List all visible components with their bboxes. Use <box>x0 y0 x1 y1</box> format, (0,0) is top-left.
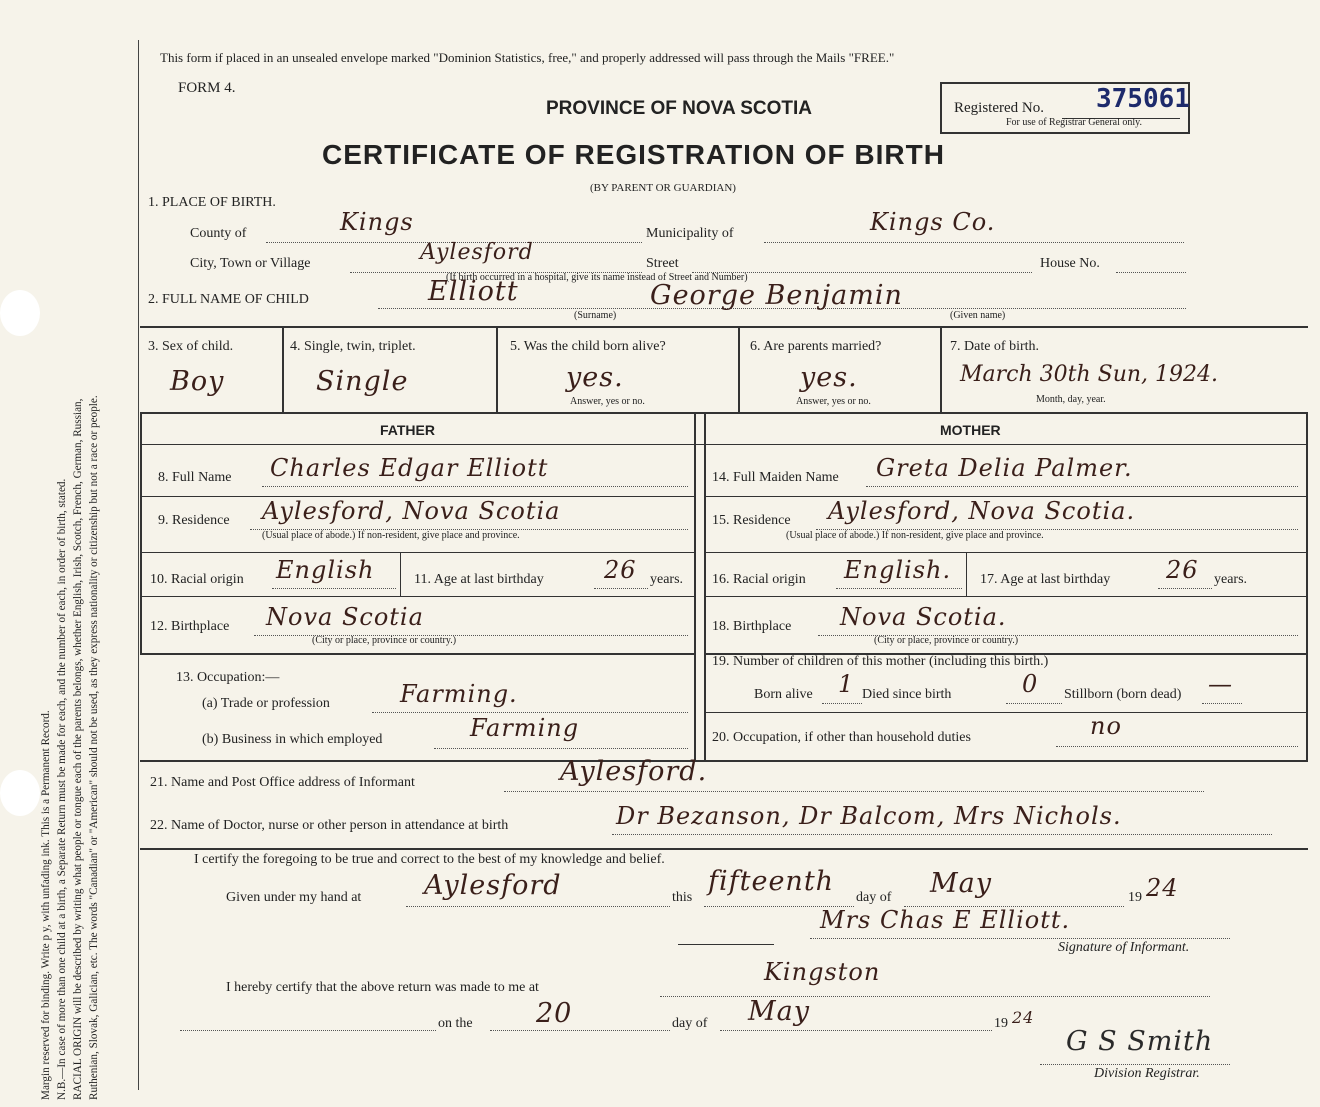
county-value: Kings <box>340 208 414 236</box>
trade-value: Farming. <box>400 680 518 708</box>
father-name-label: 8. Full Name <box>158 470 232 485</box>
rule-child-bottom <box>140 412 1308 414</box>
mother-age-line <box>1158 588 1212 589</box>
registrar-day-of: day of <box>672 1016 708 1031</box>
mother-age-value: 26 <box>1166 556 1199 584</box>
registrar-month-line <box>720 1030 992 1031</box>
registrar-signature-caption: Division Registrar. <box>1094 1066 1200 1081</box>
registrar-statement: I hereby certify that the above return was made to me at <box>226 980 539 995</box>
alive-value: yes. <box>566 362 624 393</box>
mother-age-label: 17. Age at last birthday <box>980 572 1111 587</box>
died-label: Died since birth <box>862 687 952 702</box>
sex-value: Boy <box>170 366 225 397</box>
registrar-place-line <box>660 996 1210 997</box>
mother-occ-label: 20. Occupation, if other than household duties <box>712 730 971 745</box>
registrar-year-prefix: 19 <box>994 1016 1008 1031</box>
rule-m2 <box>704 552 1308 553</box>
col-div-1 <box>282 326 284 412</box>
business-value: Farming <box>470 714 580 742</box>
mother-name-value: Greta Delia Palmer. <box>876 454 1133 482</box>
place-heading: 1. PLACE OF BIRTH. <box>148 195 276 210</box>
margin-divider <box>138 40 139 1090</box>
stillborn-value: — <box>1208 670 1233 698</box>
registrar-place: Kingston <box>764 958 881 986</box>
certificate-subtitle: (BY PARENT OR GUARDIAN) <box>590 182 736 194</box>
certify-statement: I certify the foregoing to be true and correct to the best of my knowledge and belief. <box>194 852 665 867</box>
street-label: Street <box>646 256 679 271</box>
alive-label: 5. Was the child born alive? <box>510 339 666 354</box>
father-res-caption: (Usual place of abode.) If non-resident, give place and province. <box>262 530 520 541</box>
sidebar-line-4: Ruthenian, Slovak, Galician, etc. The words "Canadian" or "American" should not be used, as they express nationality or citizenship but not a race or people. <box>88 395 100 1100</box>
dob-label: 7. Date of birth. <box>950 339 1040 354</box>
parents-center-left <box>694 412 696 760</box>
father-name-line <box>262 486 688 487</box>
born-alive-line <box>822 703 862 704</box>
postal-notice: This form if placed in an unsealed envelope marked "Dominion Statistics, free," and properly addressed will pass through the Mails "FREE." <box>160 50 895 65</box>
born-alive-label: Born alive <box>754 687 813 702</box>
business-line <box>434 748 688 749</box>
year-value: 24 <box>1146 874 1179 902</box>
informant-signature: Mrs Chas E Elliott. <box>820 906 1071 934</box>
col-div-3 <box>738 326 740 412</box>
father-years: years. <box>650 572 684 587</box>
parents-center-right <box>704 412 706 760</box>
parents-right-border <box>1306 412 1308 760</box>
rule-f2 <box>140 552 696 553</box>
registration-box <box>940 82 1190 134</box>
children-label: 19. Number of children of this mother (including this birth.) <box>712 654 1049 669</box>
registered-label: Registered No. <box>954 100 1044 116</box>
registrar-signature: G S Smith <box>1066 1026 1214 1057</box>
mother-race-line <box>836 588 962 589</box>
alive-caption: Answer, yes or no. <box>570 396 645 407</box>
single-label: 4. Single, twin, triplet. <box>290 339 416 354</box>
year-prefix: 19 <box>1128 890 1142 905</box>
day-value: fifteenth <box>708 866 835 897</box>
rule-f4 <box>140 653 696 655</box>
sidebar-line-3: RACIAL ORIGIN will be described by writing what people or tongue each of the parents belongs, whether English, Irish, Scotch, French, German, Russian, <box>72 398 84 1100</box>
registrar-signature-line <box>1040 1064 1230 1065</box>
mother-birthplace-value: Nova Scotia. <box>840 603 1007 631</box>
single-value: Single <box>316 366 409 397</box>
mother-years: years. <box>1214 572 1248 587</box>
sidebar-line-1: Margin reserved for binding. Write p y, with unfading ink. This is a Permanent Record. <box>40 710 52 1100</box>
mother-res-label: 15. Residence <box>712 513 791 528</box>
sidebar-notes <box>38 40 102 1100</box>
mother-name-label: 14. Full Maiden Name <box>712 470 839 485</box>
house-label: House No. <box>1040 256 1100 271</box>
given-label: Given under my hand at <box>226 890 362 905</box>
house-line <box>1116 272 1186 273</box>
city-label: City, Town or Village <box>190 256 311 271</box>
father-race-value: English <box>276 556 375 584</box>
on-the-label: on the <box>438 1016 473 1031</box>
parents-left-border <box>140 412 142 654</box>
informant-signature-line <box>810 938 1230 939</box>
father-age-label: 11. Age at last birthday <box>414 572 544 587</box>
mother-race-label: 16. Racial origin <box>712 572 806 587</box>
father-res-value: Aylesford, Nova Scotia <box>262 497 561 525</box>
this-label: this <box>672 890 693 905</box>
rule-certify-top <box>140 848 1308 850</box>
mother-res-value: Aylesford, Nova Scotia. <box>828 497 1136 525</box>
father-name-value: Charles Edgar Elliott <box>270 454 549 482</box>
rule-child-top <box>140 326 1308 328</box>
registrar-year: 24 <box>1012 1008 1035 1027</box>
registrar-day-line <box>490 1030 670 1031</box>
child-surname: Elliott <box>428 276 519 307</box>
col-div-2 <box>496 326 498 412</box>
child-given-name: George Benjamin <box>650 280 903 311</box>
informant-signature-caption: Signature of Informant. <box>1058 940 1190 955</box>
doctor-line <box>612 834 1272 835</box>
municipality-label: Municipality of <box>646 226 734 241</box>
informant-label: 21. Name and Post Office address of Informant <box>150 775 415 790</box>
sidebar-line-2: N.B.—In case of more than one child at a birth, a Separate Return must be made for each, and the number of each, in order of birth, stated. <box>56 478 68 1100</box>
father-birthplace-label: 12. Birthplace <box>150 619 230 634</box>
stillborn-label: Stillborn (born dead) <box>1064 687 1182 702</box>
father-res-label: 9. Residence <box>158 513 230 528</box>
mother-race-value: English. <box>844 556 952 584</box>
stillborn-line <box>1202 703 1242 704</box>
father-race-label: 10. Racial origin <box>150 572 244 587</box>
married-caption: Answer, yes or no. <box>796 396 871 407</box>
father-birthplace-caption: (City or place, province or country.) <box>312 635 457 646</box>
trade-line <box>372 712 688 713</box>
informant-line <box>504 791 1204 792</box>
rule-m3 <box>704 596 1308 597</box>
mother-birthplace-label: 18. Birthplace <box>712 619 792 634</box>
mother-race-div <box>966 552 967 596</box>
province-title: PROVINCE OF NOVA SCOTIA <box>546 98 813 119</box>
father-race-div <box>400 552 401 596</box>
doctor-label: 22. Name of Doctor, nurse or other person in attendance at birth <box>150 818 509 833</box>
registered-note: For use of Registrar General only. <box>1006 117 1142 128</box>
mother-birthplace-caption: (City or place, province or country.) <box>874 635 1019 646</box>
short-rule <box>678 944 774 945</box>
given-place-line <box>406 906 670 907</box>
mother-name-line <box>866 486 1298 487</box>
trade-label: (a) Trade or profession <box>202 696 330 711</box>
binding-hole-top <box>0 290 40 336</box>
form-number: FORM 4. <box>178 80 236 96</box>
died-line <box>1006 703 1062 704</box>
rule-heading <box>140 444 1308 445</box>
municipality-line <box>764 242 1184 243</box>
informant-value: Aylesford. <box>560 756 708 787</box>
mother-occ-line <box>1056 746 1298 747</box>
sex-label: 3. Sex of child. <box>148 339 234 354</box>
rule-parents-bottom <box>140 760 1308 762</box>
father-birthplace-value: Nova Scotia <box>266 603 424 631</box>
registrar-day: 20 <box>536 998 573 1029</box>
doctor-value: Dr Bezanson, Dr Balcom, Mrs Nichols. <box>616 802 1122 830</box>
dob-caption: Month, day, year. <box>1036 394 1106 405</box>
mother-res-caption: (Usual place of abode.) If non-resident, give place and province. <box>786 530 1044 541</box>
registrar-month: May <box>748 996 810 1027</box>
father-age-line <box>594 588 648 589</box>
given-place: Aylesford <box>424 870 562 901</box>
day-of-label: day of <box>856 890 892 905</box>
married-label: 6. Are parents married? <box>750 339 882 354</box>
hospital-note: (If birth occurred in a hospital, give its name instead of Street and Number) <box>446 272 748 283</box>
binding-hole-bottom <box>0 770 40 816</box>
married-value: yes. <box>800 362 858 393</box>
business-label: (b) Business in which employed <box>202 732 383 747</box>
county-label: County of <box>190 226 247 241</box>
registered-number: 375061 <box>1096 84 1190 114</box>
father-heading: FATHER <box>380 422 435 438</box>
occupation-label: 13. Occupation:— <box>176 670 280 685</box>
rule-f3 <box>140 596 696 597</box>
month-value: May <box>930 868 992 899</box>
given-caption: (Given name) <box>950 310 1006 321</box>
dob-value: March 30th Sun, 1924. <box>960 362 1219 387</box>
registrar-left-line <box>180 1030 436 1031</box>
rule-m5 <box>704 712 1308 713</box>
surname-caption: (Surname) <box>574 310 617 321</box>
born-alive-value: 1 <box>838 670 855 698</box>
father-age-value: 26 <box>604 556 637 584</box>
child-name-label: 2. FULL NAME OF CHILD <box>148 292 309 307</box>
certificate-title: CERTIFICATE OF REGISTRATION OF BIRTH <box>322 139 945 170</box>
municipality-value: Kings Co. <box>870 208 996 236</box>
mother-occ-value: no <box>1090 712 1122 740</box>
father-race-line <box>272 588 396 589</box>
city-value: Aylesford <box>420 240 534 265</box>
died-value: 0 <box>1022 670 1039 698</box>
col-div-4 <box>940 326 942 412</box>
mother-heading: MOTHER <box>940 422 1001 438</box>
